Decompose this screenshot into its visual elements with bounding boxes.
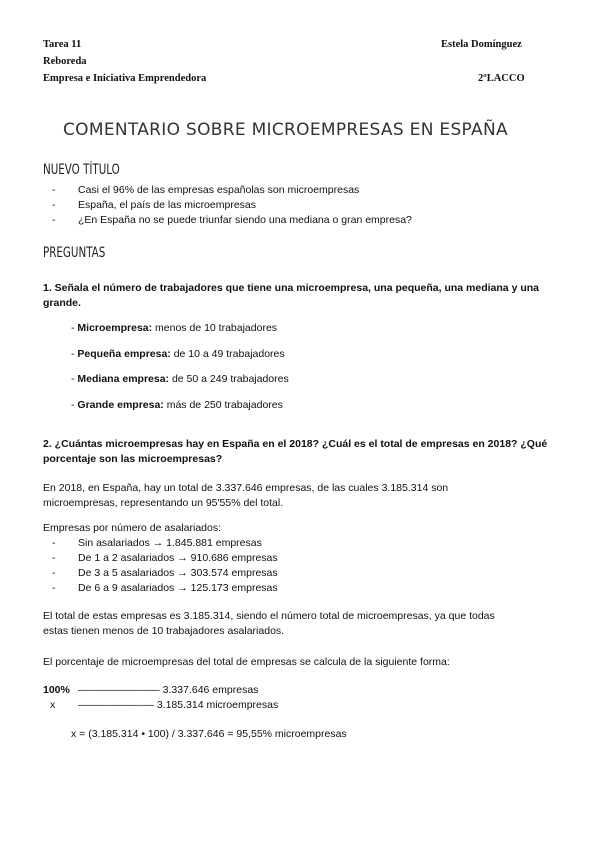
header-task: Tarea 11 (43, 39, 82, 50)
list-item (52, 214, 412, 226)
answer-2-p3: El porcentaje de microempresas del total de empresas se calcula de la siguiente forma: (43, 656, 450, 668)
formula: x = (3.185.314 • 100) / 3.337.646 = 95,55% microempresas (71, 728, 347, 740)
dash-icon: - (52, 582, 56, 594)
list-item-text: Sin asalariados → 1.845.881 empresas (78, 537, 262, 549)
dash-icon: - (52, 214, 56, 226)
list-item (52, 582, 278, 594)
answer-2-p1-line1: En 2018, en España, hay un total de 3.337.646 empresas, de las cuales 3.185.314 son (43, 482, 449, 494)
list-item-text: ¿En España no se puede triunfar siendo una mediana o gran empresa? (78, 214, 412, 226)
list-item (52, 199, 257, 211)
rule-row2-right: ––––––––––––– 3.185.314 microempresas (78, 699, 279, 711)
q1-item-label: Mediana empresa: (77, 373, 170, 385)
dash-icon: - (52, 552, 56, 564)
rule-row1-right: –––––––––––––– 3.337.646 empresas (78, 684, 259, 696)
answer-2-p2-line2: estas tienen menos de 10 trabajadores asalariados. (43, 625, 285, 637)
header-author: Estela Domínguez (441, 39, 522, 50)
q1-item-text: de 10 a 49 trabajadores (170, 348, 285, 360)
header-place: Reboreda (43, 56, 87, 67)
question-2-line1: 2. ¿Cuántas microempresas hay en España en el 2018? ¿Cuál es el total de empresas en 2018? ¿Qué (43, 438, 548, 450)
rule-row1-left: 100% (43, 684, 70, 696)
list-item-text: España, el país de las microempresas (78, 199, 257, 211)
q1-item-large: - Grande empresa: más de 250 trabajadores (71, 399, 283, 411)
dash-icon: - (52, 567, 56, 579)
list-item (52, 567, 278, 579)
answer-2-p1-line2: microempresas, representando un 95'55% del total. (43, 497, 284, 509)
question-1-line1: 1. Señala el número de trabajadores que tiene una microempresa, una pequeña, una mediana y una (43, 282, 539, 294)
list-intro: Empresas por número de asalariados: (43, 522, 222, 534)
dash-icon: - (52, 537, 56, 549)
q1-item-micro: - Microempresa: menos de 10 trabajadores (71, 322, 278, 334)
q1-item-label: Grande empresa: (77, 399, 164, 411)
list-item (52, 552, 278, 564)
list-item-text: De 1 a 2 asalariados → 910.686 empresas (78, 552, 278, 564)
answer-2-p2-line1: El total de estas empresas es 3.185.314, siendo el número total de microempresas, ya que todas (43, 610, 495, 622)
q1-item-medium: - Mediana empresa: de 50 a 249 trabajadores (71, 373, 289, 385)
q1-item-text: más de 250 trabajadores (163, 399, 283, 411)
new-title-heading: NUEVO TÍTULO (43, 162, 120, 178)
questions-heading: PREGUNTAS (43, 245, 106, 261)
list-item (52, 537, 262, 549)
dash-icon: - (52, 184, 56, 196)
header-subject: Empresa e Iniciativa Emprendedora (43, 73, 207, 84)
q1-item-label: Microempresa: (77, 322, 153, 334)
list-item-text: De 3 a 5 asalariados → 303.574 empresas (78, 567, 278, 579)
q1-item-text: de 50 a 249 trabajadores (169, 373, 289, 385)
list-item-text: Casi el 96% de las empresas españolas son microempresas (78, 184, 360, 196)
question-1-line2: grande. (43, 297, 81, 309)
header-course: 2ºLACCO (478, 73, 525, 84)
question-2-line2: porcentaje son las microempresas? (43, 453, 223, 465)
page-title: COMENTARIO SOBRE MICROEMPRESAS EN ESPAÑA (63, 120, 508, 140)
q1-item-small: - Pequeña empresa: de 10 a 49 trabajadores (71, 348, 285, 360)
list-item (52, 184, 360, 196)
rule-row2-left: x (50, 699, 56, 711)
dash-icon: - (52, 199, 56, 211)
q1-item-text: menos de 10 trabajadores (152, 322, 278, 334)
list-item-text: De 6 a 9 asalariados → 125.173 empresas (78, 582, 278, 594)
q1-item-label: Pequeña empresa: (77, 348, 171, 360)
